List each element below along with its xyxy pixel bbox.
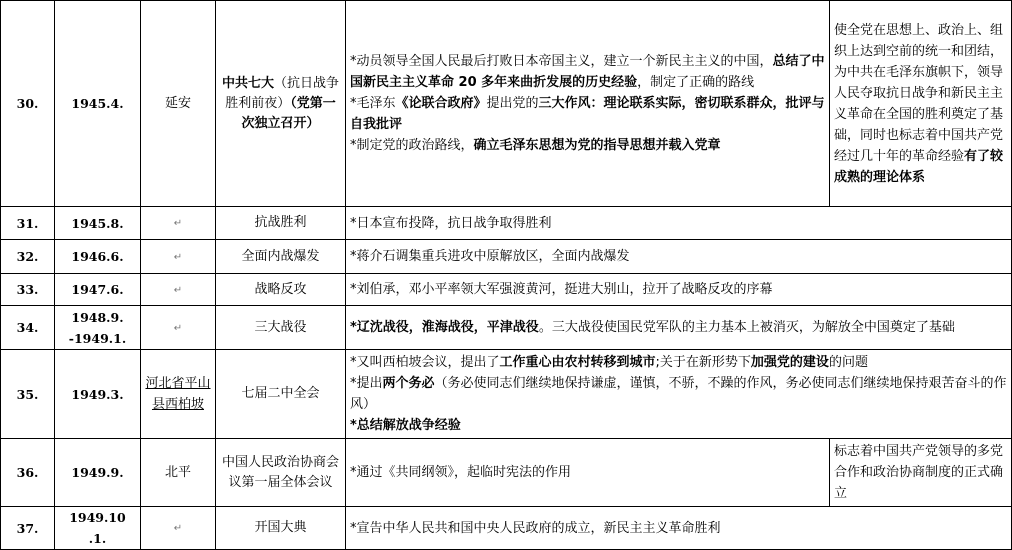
row-detail: [346, 439, 830, 507]
row-date: 1945.4.: [55, 1, 141, 207]
row-number: 35.: [1, 350, 55, 439]
detail-text: 三大作风：理论联系实际，密切联系群众，批评与自我批评: [350, 96, 825, 132]
row-detail: [346, 507, 1012, 550]
row-event: [216, 240, 346, 274]
detail-text: *通过《共同纲领》，起临时宪法的作用: [350, 465, 572, 480]
row-significance: [830, 439, 1012, 507]
row-detail: [346, 350, 1012, 439]
place-text: 河北省平山县西柏坡: [145, 376, 211, 412]
detail-paragraph: [350, 373, 1007, 415]
detail-paragraph: [350, 415, 1007, 436]
detail-text: ，制定了正确的路线: [637, 75, 755, 90]
row-event: [216, 439, 346, 507]
detail-text: 总结了中国新民主主义革命 20 多年来曲折发展的历史经验: [350, 54, 825, 90]
event-text: 中共七大: [221, 75, 274, 91]
detail-paragraph: [350, 135, 825, 156]
row-date: 1949.3.: [55, 350, 141, 439]
detail-text: *蒋介石调集重兵进攻中原解放区，全面内战爆发: [350, 249, 630, 264]
significance-text: 有了较成熟的理论体系: [834, 148, 1004, 185]
detail-text: 。三大战役使国民党军队的主力基本上被消灭，为解放全中国奠定了基础: [538, 320, 955, 335]
detail-text: 的问题: [828, 355, 868, 370]
row-detail: [346, 240, 1012, 274]
event-text: 战略反攻: [254, 281, 307, 297]
detail-text: *辽沈战役，淮海战役，平津战役: [350, 320, 539, 335]
row-number: 32.: [1, 240, 55, 274]
row-date: 1947.6.: [55, 274, 141, 306]
row-number: 37.: [1, 507, 55, 550]
row-date: 1949.10 .1.: [55, 507, 141, 550]
place-text: 北平: [164, 465, 191, 480]
detail-paragraph: [350, 246, 1007, 267]
row-detail: [346, 274, 1012, 306]
row-date: 1945.8.: [55, 207, 141, 240]
table-row: [1, 240, 1012, 274]
row-event: [216, 507, 346, 550]
row-place: [141, 350, 216, 439]
row-event: [216, 350, 346, 439]
detail-text: *毛泽东: [350, 96, 396, 111]
significance-text: 标志着中国共产党领导的多党合作和政治协商制度的正式确立: [834, 444, 1004, 501]
detail-paragraph: [350, 279, 1007, 300]
table-row: [1, 350, 1012, 439]
table-row: [1, 274, 1012, 306]
row-place: [141, 439, 216, 507]
row-detail: [346, 1, 830, 207]
detail-text: 两个务必: [382, 376, 435, 391]
detail-text: *日本宣布投降，抗日战争取得胜利: [350, 215, 552, 231]
detail-paragraph: [350, 518, 1007, 539]
row-event: [216, 306, 346, 350]
table-row: [1, 1, 1012, 207]
row-number: 31.: [1, 207, 55, 240]
detail-paragraph: [350, 213, 1007, 234]
detail-text: *宣告中华人民共和国中央人民政府的成立，新民主主义革命胜利: [350, 520, 721, 536]
event-text: 抗战胜利: [254, 215, 307, 230]
detail-text: 《论联合政府》: [395, 96, 487, 111]
detail-text: *制定党的政治路线，: [350, 138, 474, 153]
table-row: [1, 507, 1012, 550]
detail-text: ;关于在新形势下: [655, 355, 751, 370]
detail-text: 提出党的: [486, 96, 539, 111]
detail-text: *刘伯承，邓小平率领大军强渡黄河，挺进大别山，拉开了战略反攻的序幕: [350, 282, 773, 297]
row-date: 1948.9. -1949.1.: [55, 306, 141, 350]
row-significance: [830, 1, 1012, 207]
row-place: [141, 240, 216, 274]
detail-paragraph: [350, 317, 1007, 338]
row-date: 1949.9.: [55, 439, 141, 507]
row-place: [141, 507, 216, 550]
detail-text: （务必使同志们继续地保持谦虚，谨慎，不骄，不躁的作风，务必使同志们继续地保持艰苦奋斗的作风）: [350, 376, 1007, 412]
place-text: ↵: [173, 218, 183, 229]
event-text: （党第一次独立召开）: [241, 95, 336, 131]
row-event: [216, 207, 346, 240]
row-detail: [346, 207, 1012, 240]
place-text: ↵: [173, 284, 183, 296]
detail-text: 加强党的建设: [750, 355, 829, 370]
detail-paragraph: [350, 352, 1007, 373]
row-number: 33.: [1, 274, 55, 306]
detail-text: *总结解放战争经验: [350, 418, 461, 433]
detail-text: 工作重心由农村转移到城市: [499, 355, 656, 370]
row-place: [141, 207, 216, 240]
detail-text: 确立毛泽东思想为党的指导思想并载入党章: [473, 138, 721, 153]
event-text: 全面内战爆发: [241, 248, 320, 264]
event-text: 中国人民政治协商会议第一届全体会议: [221, 454, 339, 490]
detail-paragraph: [350, 462, 825, 483]
row-number: 34.: [1, 306, 55, 350]
event-text: 开国大典: [254, 520, 307, 535]
place-text: 延安: [164, 96, 191, 111]
table-row: [1, 439, 1012, 507]
detail-text: *动员领导全国人民最后打败日本帝国主义，建立一个新民主主义的中国，: [350, 54, 773, 69]
table-body: [1, 1, 1012, 550]
row-number: 30.: [1, 1, 55, 207]
detail-text: *又叫西柏坡会议，提出了: [350, 355, 500, 370]
place-text: ↵: [173, 322, 183, 334]
place-text: ↵: [173, 523, 183, 534]
row-place: [141, 274, 216, 306]
detail-text: *提出: [350, 376, 383, 391]
row-date: 1946.6.: [55, 240, 141, 274]
detail-paragraph: [350, 93, 825, 135]
row-event: [216, 274, 346, 306]
event-text: 三大战役: [254, 319, 307, 335]
significance-text: 使全党在思想上、政治上、组织上达到空前的统一和团结，为中共在毛泽东旗帜下，领导人民夺取抗日战争和新民主主义革命在全国的胜利奠定了基础，同时也标志着中国共产党经过几十年的革命经验: [834, 22, 1004, 164]
place-text: ↵: [173, 251, 183, 263]
event-text: （抗日战争胜利前夜）: [225, 75, 340, 111]
row-place: [141, 1, 216, 207]
row-detail: [346, 306, 1012, 350]
event-text: 七届二中全会: [241, 386, 320, 401]
row-number: 36.: [1, 439, 55, 507]
table-row: [1, 207, 1012, 240]
row-place: [141, 306, 216, 350]
table-row: [1, 306, 1012, 350]
detail-paragraph: [350, 51, 825, 93]
row-event: [216, 1, 346, 207]
